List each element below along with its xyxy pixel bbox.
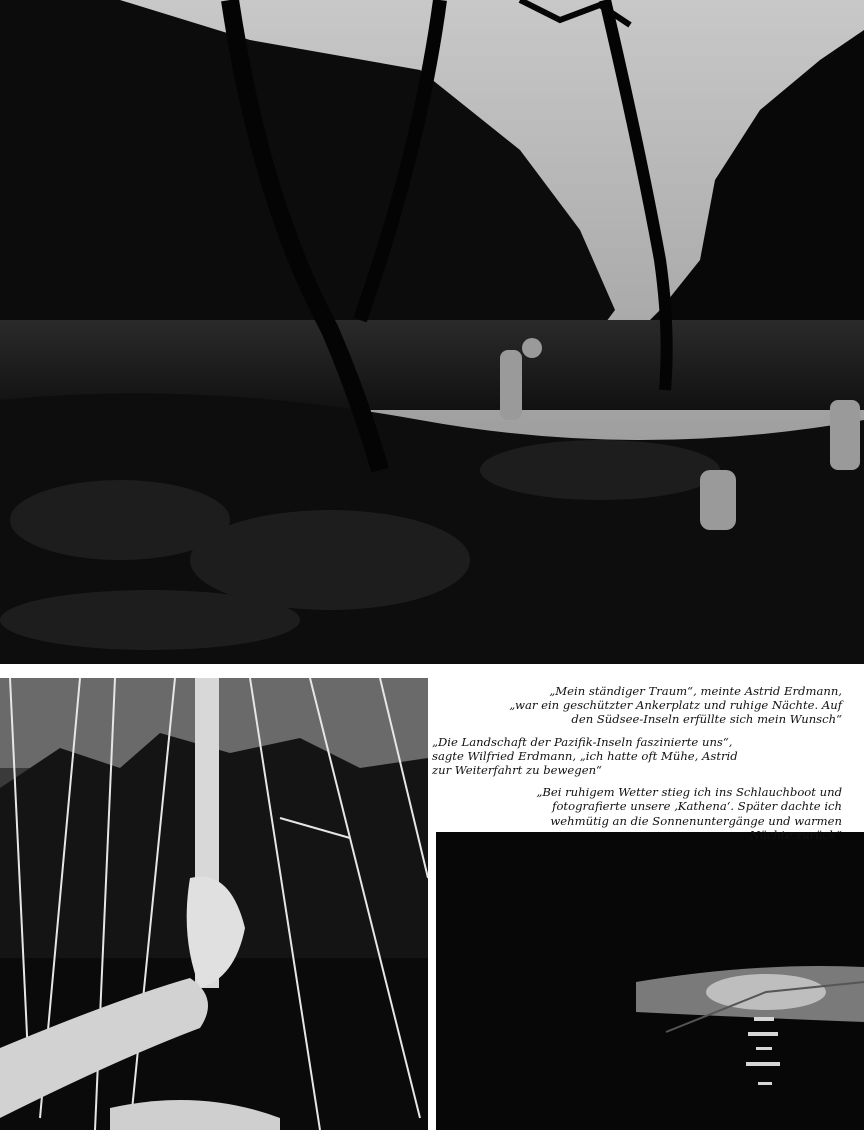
photo-sunset-water-graphic	[436, 832, 864, 1130]
captions-block	[432, 684, 842, 850]
photo-sunset-water	[436, 832, 864, 1130]
caption-astrid-dream: „Mein ständiger Traum“, meinte Astrid Erdmann, „war ein geschützter Ankerplatz und ruhige Nächte. Auf den Südsee-Inseln erfüllte sich mein Wunsch“	[509, 684, 842, 727]
caption-kathena-sunsets: „Bei ruhigem Wetter stieg ich ins Schlauchboot und fotografierte unsere ‚Kathena‘. Später dachte ich wehmütig an die Sonnenuntergänge und warmen Nächte zurück“	[536, 785, 842, 842]
caption-wilfried-landscape: „Die Landschaft der Pazifik-Inseln faszinierte uns“, sagte Wilfried Erdmann, „ich hatte oft Mühe, Astrid zur Weiterfahrt zu bewegen“	[432, 734, 738, 778]
photo-sailboat-rigging-graphic	[0, 678, 428, 1130]
photo-sailboat-rigging	[0, 678, 428, 1130]
